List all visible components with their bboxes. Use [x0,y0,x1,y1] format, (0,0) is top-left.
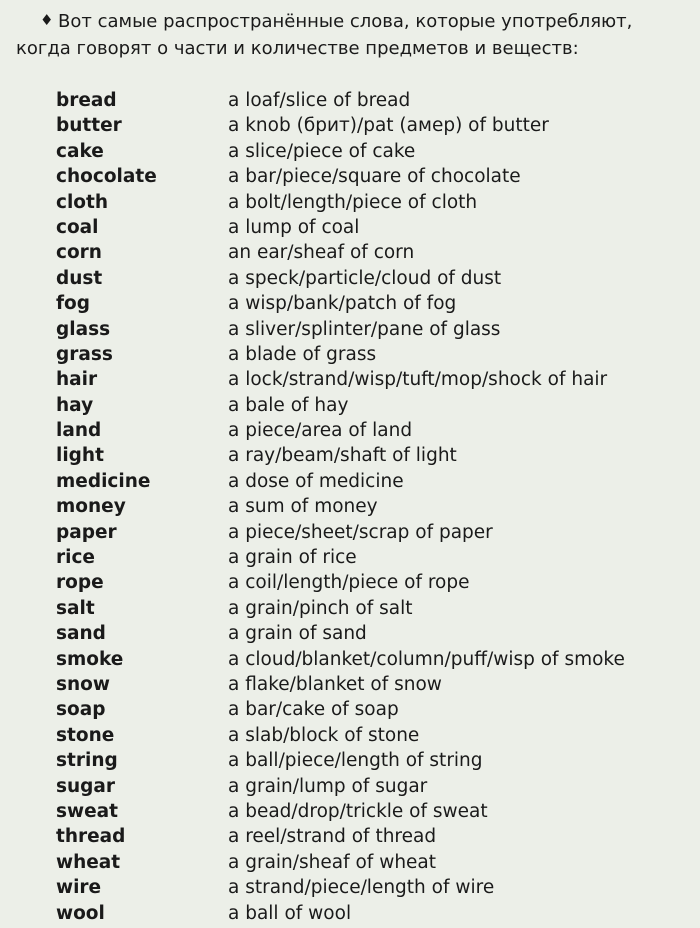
word-entry [0,443,700,468]
noun: hair [56,369,98,391]
word-entry [0,672,700,697]
word-entry [0,901,700,926]
partitive-phrase: a grain of rice [228,547,357,569]
word-entry [0,469,700,494]
bullet-diamond-icon: ♦ [40,11,54,29]
partitive-phrase: a bolt/length/piece of cloth [228,191,478,213]
noun: paper [56,521,117,543]
noun: bread [56,90,117,111]
noun: soap [56,699,106,721]
noun: wheat [56,851,121,873]
word-entry [0,494,700,519]
noun: snow [56,673,110,695]
noun: wire [56,877,102,899]
word-entry [0,621,700,646]
word-entry [0,799,700,824]
partitive-phrase: a piece/area of land [228,420,413,442]
noun: grass [56,343,113,365]
word-entry [0,570,700,595]
partitive-phrase: a bar/cake of soap [228,699,399,721]
partitive-phrase: a coil/length/piece of rope [228,572,470,594]
noun: hay [56,394,94,416]
noun: dust [56,267,103,289]
partitive-phrase: a flake/blanket of snow [228,673,442,695]
noun: light [56,445,104,467]
word-entry [0,88,700,113]
partitive-phrase: a speck/particle/cloud of dust [228,267,502,289]
noun: medicine [56,470,151,492]
word-entry [0,291,700,316]
partitive-phrase: a lump of coal [228,216,360,238]
word-entry [0,545,700,570]
noun: cloth [56,191,109,213]
noun: salt [56,597,95,619]
noun: fog [56,293,91,315]
partitive-phrase: a grain/pinch of salt [228,597,413,619]
partitive-phrase: a reel/strand of thread [228,826,437,848]
word-entry [0,367,700,392]
noun: land [56,420,102,442]
partitive-phrase: a bar/piece/square of chocolate [228,166,521,188]
noun: glass [56,318,111,340]
word-entry [0,139,700,164]
word-entry [0,596,700,621]
partitive-phrase: a ball/piece/length of string [228,750,483,772]
word-entry [0,875,700,900]
partitive-phrase: a slab/block of stone [228,724,420,746]
partitive-phrase: a dose of medicine [228,470,404,492]
noun: string [56,750,118,772]
word-entry [0,393,700,418]
partitive-phrase: a sum of money [228,496,378,518]
word-entry [0,723,700,748]
noun: cake [56,140,104,162]
partitive-phrase: a cloud/blanket/column/puff/wisp of smoke [228,648,625,670]
word-entry [0,266,700,291]
partitive-phrase: an ear/sheaf of corn [228,242,415,264]
partitive-phrase: a bead/drop/trickle of sweat [228,800,488,822]
word-entry [0,850,700,875]
partitive-phrase: a grain/sheaf of wheat [228,851,437,873]
noun: thread [56,826,126,848]
noun: coal [56,216,99,238]
word-entry [0,418,700,443]
noun: corn [56,242,102,264]
noun: wool [56,902,105,924]
word-entry [0,164,700,189]
partitive-phrase: a sliver/splinter/pane of glass [228,318,501,340]
partitive-phrase: a loaf/slice of bread [228,90,411,111]
noun: chocolate [56,166,157,188]
partitive-phrase: a bale of hay [228,394,349,416]
noun: sweat [56,800,118,822]
word-entry [0,317,700,342]
word-entry [0,824,700,849]
word-entry [0,697,700,722]
partitive-phrase: a ray/beam/shaft of light [228,445,457,467]
noun: rope [56,572,104,594]
noun: smoke [56,648,124,670]
noun: sugar [56,775,116,797]
partitive-phrase: a knob (брит)/pat (амер) of butter [228,115,549,137]
intro-paragraph: Вот самые распространённые слова, которые употребляют, когда говорят о части и количестве предметов и веществ: [16,11,633,59]
partitive-word-list [0,88,700,926]
word-entry [0,215,700,240]
partitive-phrase: a strand/piece/length of wire [228,877,495,899]
word-entry [0,647,700,672]
word-entry [0,520,700,545]
noun: rice [56,547,95,569]
noun: sand [56,623,106,645]
partitive-phrase: a piece/sheet/scrap of paper [228,521,493,543]
word-entry [0,113,700,138]
partitive-phrase: a wisp/bank/patch of fog [228,293,457,315]
noun: butter [56,115,122,137]
noun: stone [56,724,115,746]
partitive-phrase: a slice/piece of cake [228,140,416,162]
partitive-phrase: a blade of grass [228,343,377,365]
word-entry [0,240,700,265]
partitive-phrase: a grain/lump of sugar [228,775,428,797]
word-entry [0,748,700,773]
word-entry [0,774,700,799]
partitive-phrase: a ball of wool [228,902,352,924]
partitive-phrase: a lock/strand/wisp/tuft/mop/shock of hair [228,369,608,391]
noun: money [56,496,126,518]
word-entry [0,342,700,367]
partitive-phrase: a grain of sand [228,623,367,645]
word-entry [0,190,700,215]
